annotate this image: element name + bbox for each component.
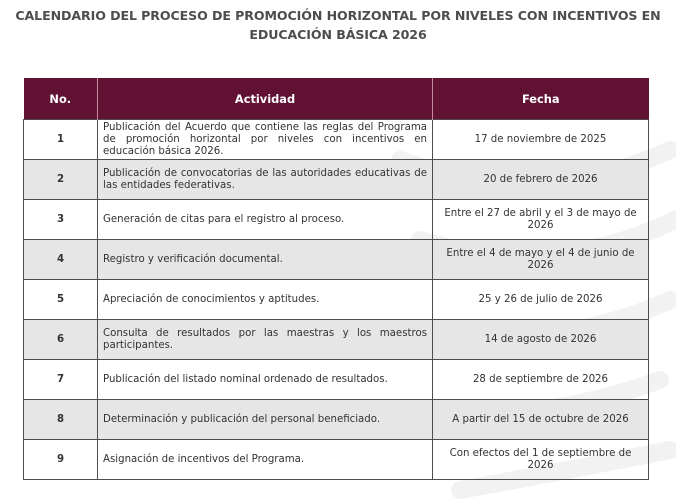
table-row [24, 160, 649, 200]
table-row [24, 360, 649, 400]
row-activity: Publicación del Acuerdo que contiene las reglas del Programa de promoción horizontal por niveles con incentivos en educación básica 2026. [98, 120, 433, 160]
table-row [24, 440, 649, 480]
row-number: 4 [24, 240, 98, 280]
row-activity: Publicación del listado nominal ordenado de resultados. [98, 360, 433, 400]
table-row [24, 320, 649, 360]
row-number: 1 [24, 120, 98, 160]
row-date: 17 de noviembre de 2025 [433, 120, 649, 160]
title-line-1: CALENDARIO DEL PROCESO DE PROMOCIÓN HORIZONTAL POR NIVELES CON INCENTIVOS EN [15, 8, 661, 23]
title-line-2: EDUCACIÓN BÁSICA 2026 [249, 27, 427, 42]
row-number: 8 [24, 400, 98, 440]
row-date: 28 de septiembre de 2026 [433, 360, 649, 400]
row-activity: Registro y verificación documental. [98, 240, 433, 280]
row-activity: Asignación de incentivos del Programa. [98, 440, 433, 480]
row-number: 2 [24, 160, 98, 200]
table-header-row [24, 78, 649, 120]
table-row [24, 240, 649, 280]
row-activity: Publicación de convocatorias de las autoridades educativas de las entidades federativas. [98, 160, 433, 200]
header-actividad: Actividad [98, 78, 433, 120]
table-row [24, 120, 649, 160]
table-row [24, 200, 649, 240]
row-number: 9 [24, 440, 98, 480]
calendar-table [23, 78, 649, 480]
row-activity: Determinación y publicación del personal beneficiado. [98, 400, 433, 440]
table-row [24, 400, 649, 440]
row-date: Entre el 27 de abril y el 3 de mayo de 2026 [433, 200, 649, 240]
header-no: No. [24, 78, 98, 120]
page-title [0, 6, 676, 44]
row-number: 5 [24, 280, 98, 320]
row-activity: Apreciación de conocimientos y aptitudes. [98, 280, 433, 320]
row-activity: Generación de citas para el registro al proceso. [98, 200, 433, 240]
header-fecha: Fecha [433, 78, 649, 120]
row-date: 20 de febrero de 2026 [433, 160, 649, 200]
row-date: 25 y 26 de julio de 2026 [433, 280, 649, 320]
row-number: 6 [24, 320, 98, 360]
row-date: 14 de agosto de 2026 [433, 320, 649, 360]
row-date: Con efectos del 1 de septiembre de 2026 [433, 440, 649, 480]
table-row [24, 280, 649, 320]
row-date: Entre el 4 de mayo y el 4 de junio de 2026 [433, 240, 649, 280]
row-number: 3 [24, 200, 98, 240]
row-activity: Consulta de resultados por las maestras y los maestros participantes. [98, 320, 433, 360]
row-number: 7 [24, 360, 98, 400]
row-date: A partir del 15 de octubre de 2026 [433, 400, 649, 440]
